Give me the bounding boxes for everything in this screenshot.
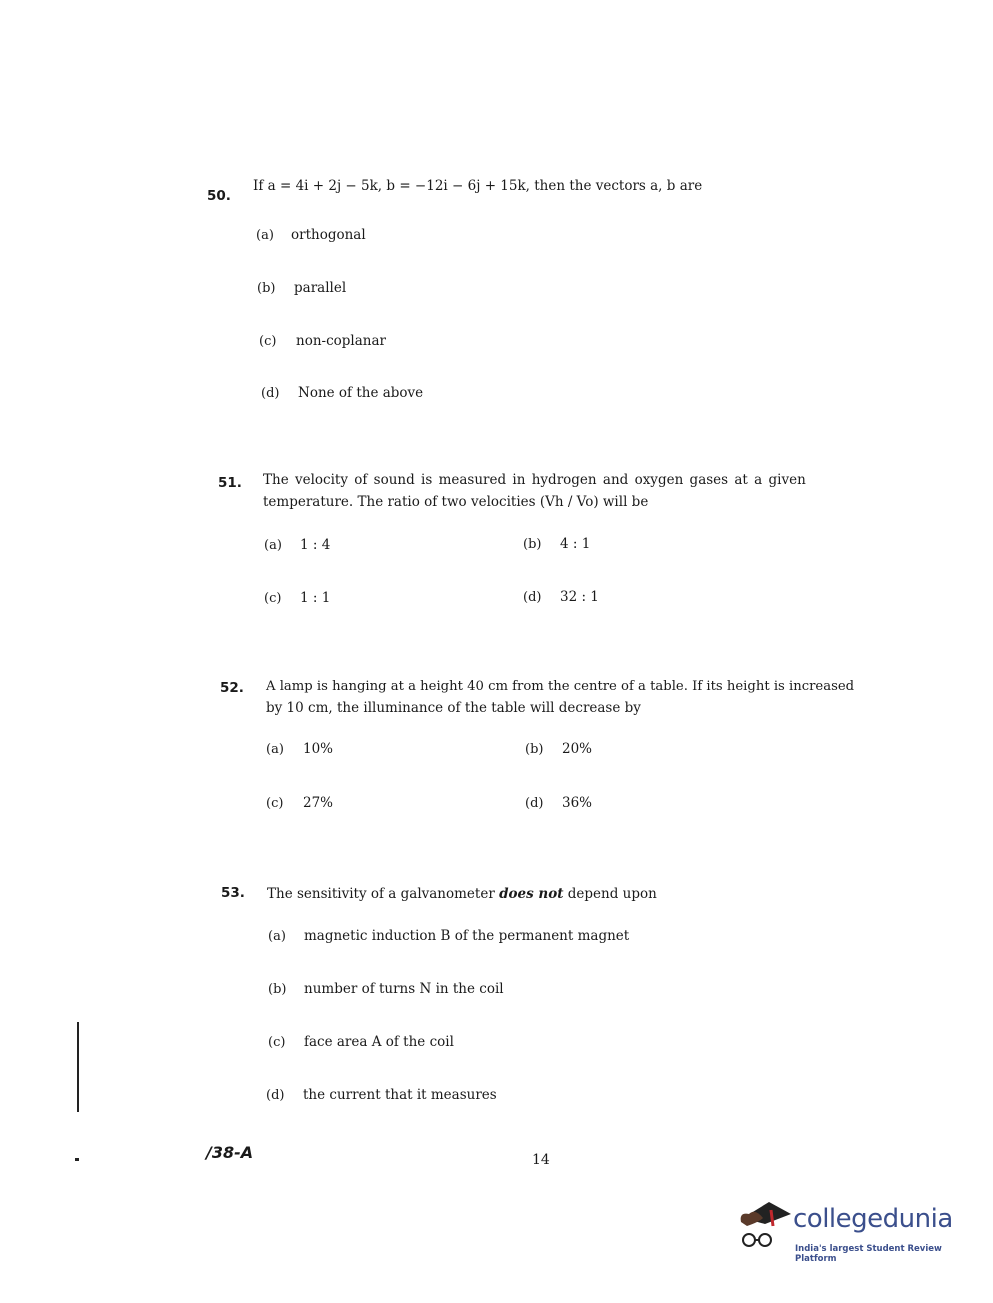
emphasis-text: does not [499,886,564,902]
option-label: (a) [264,538,282,553]
option-label: (c) [264,591,282,606]
option-label: (b) [525,742,544,757]
mascot-icon [735,1196,795,1256]
question-text: temperature. The ratio of two velocities (Vh / Vo) will be [263,494,649,510]
option-text: the current that it measures [303,1087,497,1103]
option-label: (b) [523,537,542,552]
option-label: (b) [257,281,276,296]
option-text: number of turns N in the coil [304,981,504,997]
option-label: (c) [259,334,277,349]
option-text: 1 : 1 [300,590,331,606]
question-text-part: depend upon [563,886,657,902]
question-text: If a = 4i + 2j − 5k, b = −12i − 6j + 15k, then the vectors a, b are [253,178,703,194]
option-label: (d) [261,386,280,401]
option-text: 20% [562,741,593,757]
question-text: The velocity of sound is measured in hydrogen and oxygen gases at a given [263,472,806,488]
option-text: non-coplanar [296,333,386,349]
question-number: 52. [220,680,244,696]
option-text: 32 : 1 [560,589,599,605]
option-text: orthogonal [291,227,366,243]
scan-mark [75,1158,79,1161]
question-text: A lamp is hanging at a height 40 cm from the centre of a table. If its height is increased [266,679,855,694]
logo-brand: collegedunia [793,1204,953,1234]
question-number: 51. [218,475,242,491]
option-text: 36% [562,795,593,811]
collegedunia-logo [735,1196,965,1266]
option-label: (c) [268,1035,286,1050]
logo-tagline: India's largest Student Review Platform [795,1244,942,1264]
option-text: face area A of the coil [304,1034,454,1050]
option-text: parallel [294,280,347,296]
option-text: 27% [303,795,334,811]
scan-mark [77,1022,79,1112]
option-label: (d) [525,796,544,811]
option-label: (a) [266,742,284,757]
page-number: 14 [532,1152,550,1168]
option-text: magnetic induction B of the permanent magnet [304,928,630,944]
option-label: (a) [268,929,286,944]
option-text: 4 : 1 [560,536,591,552]
question-text-part: The sensitivity of a galvanometer [267,886,500,902]
option-label: (d) [523,590,542,605]
option-label: (a) [256,228,274,243]
question-text: by 10 cm, the illuminance of the table will decrease by [266,700,641,716]
option-text: 10% [303,741,334,757]
option-label: (d) [266,1088,285,1103]
paper-code: /38-A [206,1143,254,1162]
question-number: 50. [207,188,231,204]
question-number: 53. [221,885,245,901]
option-text: None of the above [298,385,424,401]
question-text [267,886,657,902]
option-label: (b) [268,982,287,997]
option-label: (c) [266,796,284,811]
option-text: 1 : 4 [300,537,331,553]
